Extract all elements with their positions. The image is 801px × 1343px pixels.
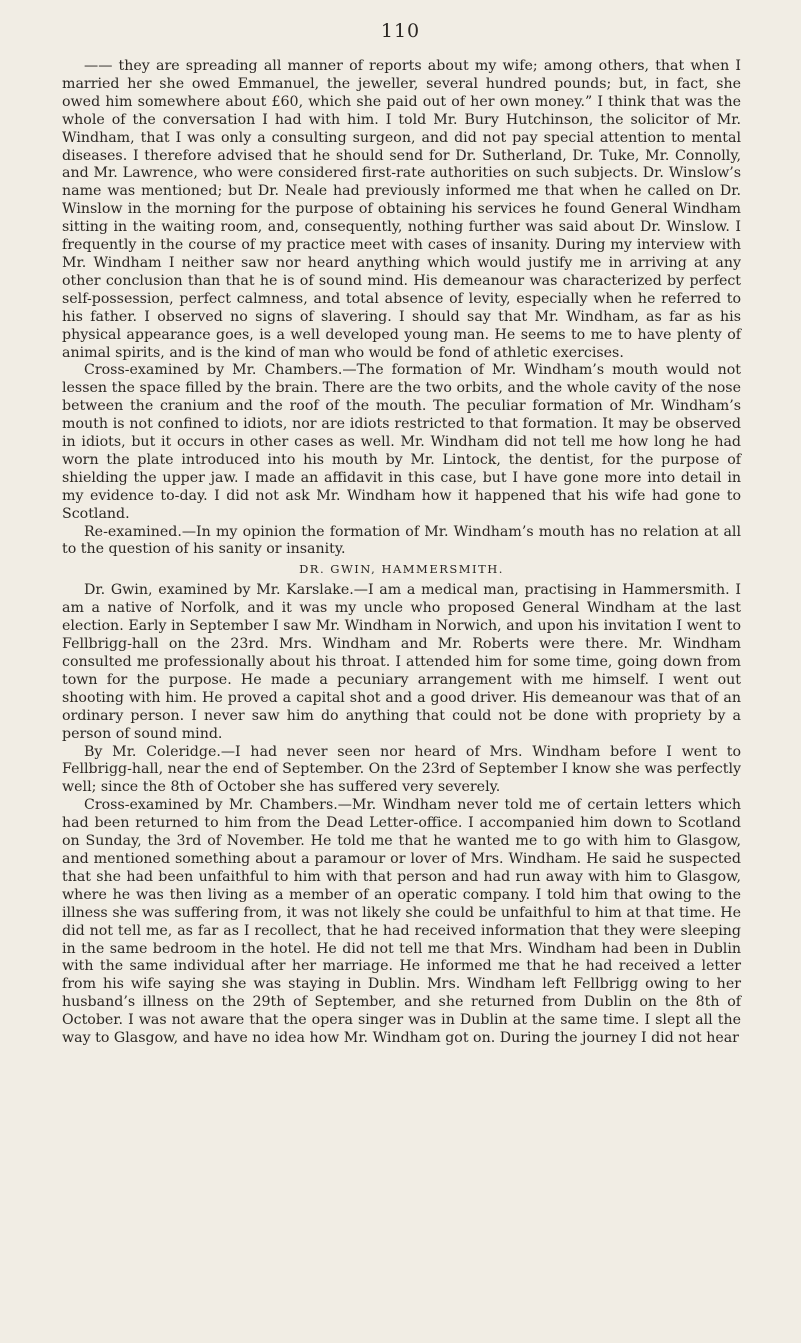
paragraph-chambers-cross-examination: Cross-examined by Mr. Chambers.—Mr. Windham never told me of certain letters which had been returned to him from the Dead Letter-office. I accompanied him down to Scotland on Sunday, the 3rd of November. He told me that he wanted me to go with him to Glasgow, and mentioned something about a paramour or lover of Mrs. Windham. He said he suspected that she had been unfaithful to him with that person and had run away with him to Glasgow, where he was then living as a member of an operatic company. I told him that owing to the illness she was suffering from, it was not likely she could be unfaithful to him at that time. He did not tell me, as far as I recollect, that he had received information that they were sleeping in the same bedroom in the hotel. He did not tell me that Mrs. Windham had been in Dublin with the same individual after her marriage. He informed me that he had received a letter from his wife saying she was staying in Dublin. Mrs. Windham left Fellbrigg owing to her husband’s illness on the 29th of September, and she returned from Dublin on the 8th of October. I was not aware that the opera singer was in Dublin at the same time. I slept all the way to Glasgow, and have no idea how Mr. Windham got on. During the journey I did not hear [62, 797, 741, 1047]
paragraph-testimony-continued: —— they are spreading all manner of reports about my wife; among others, that when I married her she owed Emmanuel, the jeweller, several hundred pounds; but, in fact, she owed him somewhere about £60, which she paid out of her own money.” I think that was the whole of the conversation I had with him. I told Mr. Bury Hutchinson, the solicitor of Mr. Windham, that I was only a consulting surgeon, and did not pay special attention to mental diseases. I therefore advised that he should send for Dr. Sutherland, Dr. Tuke, Mr. Connolly, and Mr. Lawrence, who were considered first-rate authorities on such subjects. Dr. Winslow’s name was mentioned; but Dr. Neale had previously informed me that when he called on Dr. Winslow in the morning for the purpose of obtaining his services he found General Windham sitting in the waiting room, and, consequently, nothing further was said about Dr. Winslow. I frequently in the course of my practice meet with cases of insanity. During my interview with Mr. Windham I neither saw nor heard anything which would justify me in arriving at any other conclusion than that he is of sound mind. His demeanour was characterized by perfect self-possession, perfect calmness, and total absence of levity, especially when he referred to his father. I observed no signs of slavering. I should say that Mr. Windham, as far as his physical appearance goes, is a well developed young man. He seems to me to have plenty of animal spirits, and is the kind of man who would be fond of athletic exercises. [62, 58, 741, 361]
paragraph-coleridge-questions: By Mr. Coleridge.—I had never seen nor heard of Mrs. Windham before I went to Fellbrigg-hall, near the end of September. On the 23rd of September I know she was perfectly well; since the 8th of October she has suffered very severely. [62, 743, 741, 796]
page-number: 110 [380, 20, 421, 42]
paragraph-cross-examination: Cross-examined by Mr. Chambers.—The formation of Mr. Windham’s mouth would not lessen the space filled by the brain. There are the two orbits, and the whole cavity of the nose between the cranium and the roof of the mouth. The peculiar formation of Mr. Windham’s mouth is not confined to idiots, nor are idiots restricted to that formation. It may be observed in idiots, but it occurs in other cases as well. Mr. Windham did not tell me how long he had worn the plate introduced into his mouth by Mr. Lintock, the dentist, for the purpose of shielding the upper jaw. I made an affidavit in this case, but I have gone more into detail in my evidence to-day. I did not ask Mr. Windham how it happened that his wife had gone to Scotland. [62, 362, 741, 522]
paragraph-gwin-examination: Dr. Gwin, examined by Mr. Karslake.—I am a medical man, practising in Hammersmith. I am a native of Norfolk, and it was my uncle who proposed General Windham at the last election. Early in September I saw Mr. Windham in Norwich, and upon his invitation I went to Fellbrigg-hall on the 23rd. Mrs. Windham and Mr. Roberts were there. Mr. Windham consulted me professionally about his throat. I attended him for some time, going down from town for the purpose. He made a pecuniary arrangement with me himself. I went out shooting with him. He proved a capital shot and a good driver. His demeanour was that of an ordinary person. I never saw him do anything that could not be done with propriety by a person of sound mind. [62, 582, 741, 742]
paragraph-re-examination: Re-examined.—In my opinion the formation of Mr. Windham’s mouth has no relation at all to the question of his sanity or insanity. [62, 523, 741, 558]
witness-heading: DR. GWIN, HAMMERSMITH. [299, 562, 504, 577]
